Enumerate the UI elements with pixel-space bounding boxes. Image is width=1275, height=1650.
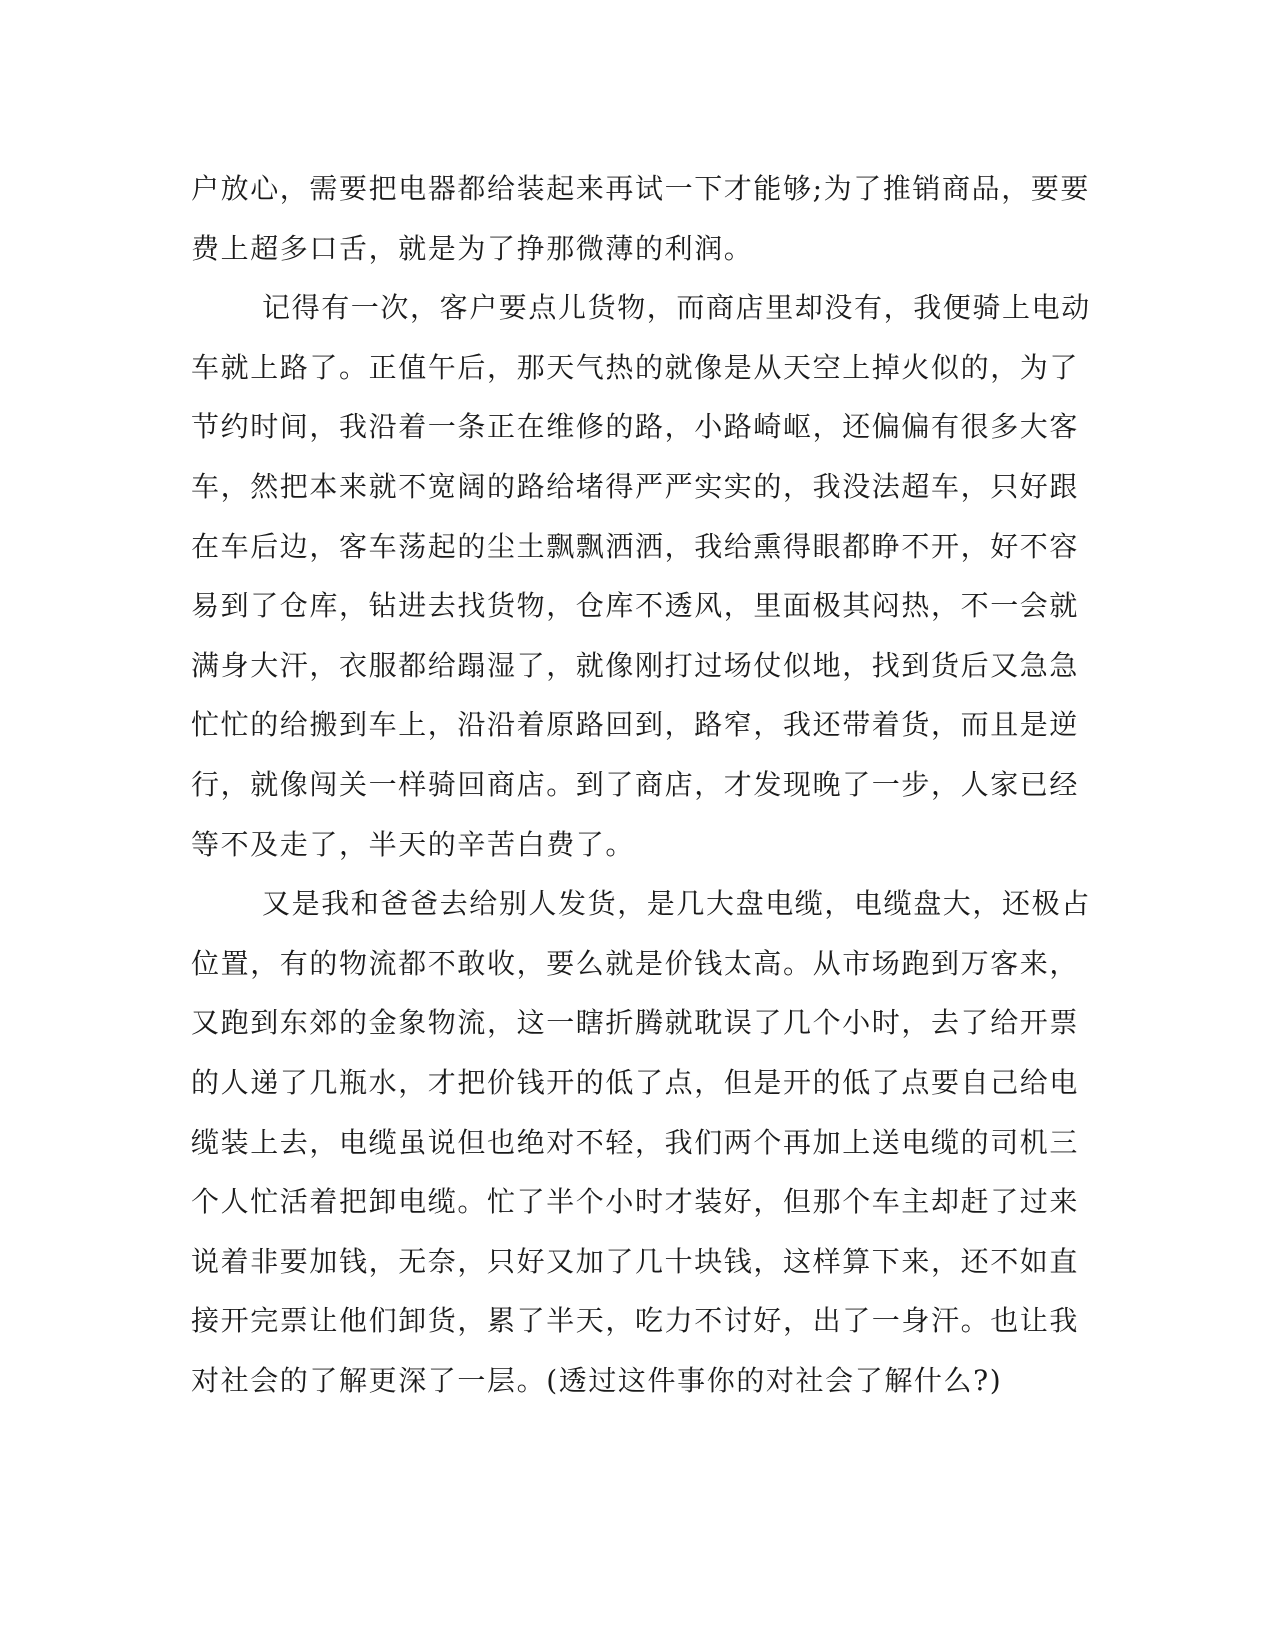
text-line: 等不及走了，半天的辛苦白费了。	[191, 827, 636, 861]
paragraph-start-line: 又是我和爸爸去给别人发货，是几大盘电缆，电缆盘大，还极占	[262, 887, 1091, 921]
text-line: 满身大汗，衣服都给蹋湿了，就像刚打过场仗似地，找到货后又急急	[191, 648, 1080, 682]
text-line: 费上超多口舌，就是为了挣那微薄的利润。	[191, 231, 754, 265]
text-line: 车就上路了。正值午后，那天气热的就像是从天空上掉火似的，为了	[191, 350, 1080, 384]
text-line: 车，然把本来就不宽阔的路给堵得严严实实的，我没法超车，只好跟	[191, 469, 1080, 503]
text-line: 节约时间，我沿着一条正在维修的路，小路崎岖，还偏偏有很多大客	[191, 410, 1080, 444]
text-line: 缆装上去，电缆虽说但也绝对不轻，我们两个再加上送电缆的司机三	[191, 1125, 1080, 1159]
text-line: 忙忙的给搬到车上，沿沿着原路回到，路窄，我还带着货，而且是逆	[191, 708, 1080, 742]
body-text	[191, 159, 1091, 1410]
text-line: 行，就像闯关一样骑回商店。到了商店，才发现晚了一步，人家已经	[191, 767, 1080, 801]
text-line: 接开完票让他们卸货，累了半天，吃力不讨好，出了一身汗。也让我	[191, 1304, 1080, 1338]
text-line: 户放心，需要把电器都给装起来再试一下才能够;为了推销商品，要要	[191, 172, 1091, 205]
text-line: 又跑到东郊的金象物流，这一瞎折腾就耽误了几个小时，去了给开票	[191, 1006, 1080, 1040]
text-line: 易到了仓库，钻进去找货物，仓库不透风，里面极其闷热，不一会就	[191, 589, 1080, 623]
text-line: 对社会的了解更深了一层。(透过这件事你的对社会了解什么?)	[191, 1363, 1003, 1397]
text-line: 在车后边，客车荡起的尘土飘飘洒洒，我给熏得眼都睁不开，好不容	[191, 529, 1080, 563]
text-line: 位置，有的物流都不敢收，要么就是价钱太高。从市场跑到万客来，	[191, 946, 1080, 980]
text-line: 说着非要加钱，无奈，只好又加了几十块钱，这样算下来，还不如直	[191, 1244, 1080, 1278]
paragraph-start-line: 记得有一次，客户要点儿货物，而商店里却没有，我便骑上电动	[262, 291, 1091, 325]
text-line: 的人递了几瓶水，才把价钱开的低了点，但是开的低了点要自己给电	[191, 1065, 1080, 1099]
text-line: 个人忙活着把卸电缆。忙了半个小时才装好，但那个车主却赶了过来	[191, 1185, 1080, 1219]
